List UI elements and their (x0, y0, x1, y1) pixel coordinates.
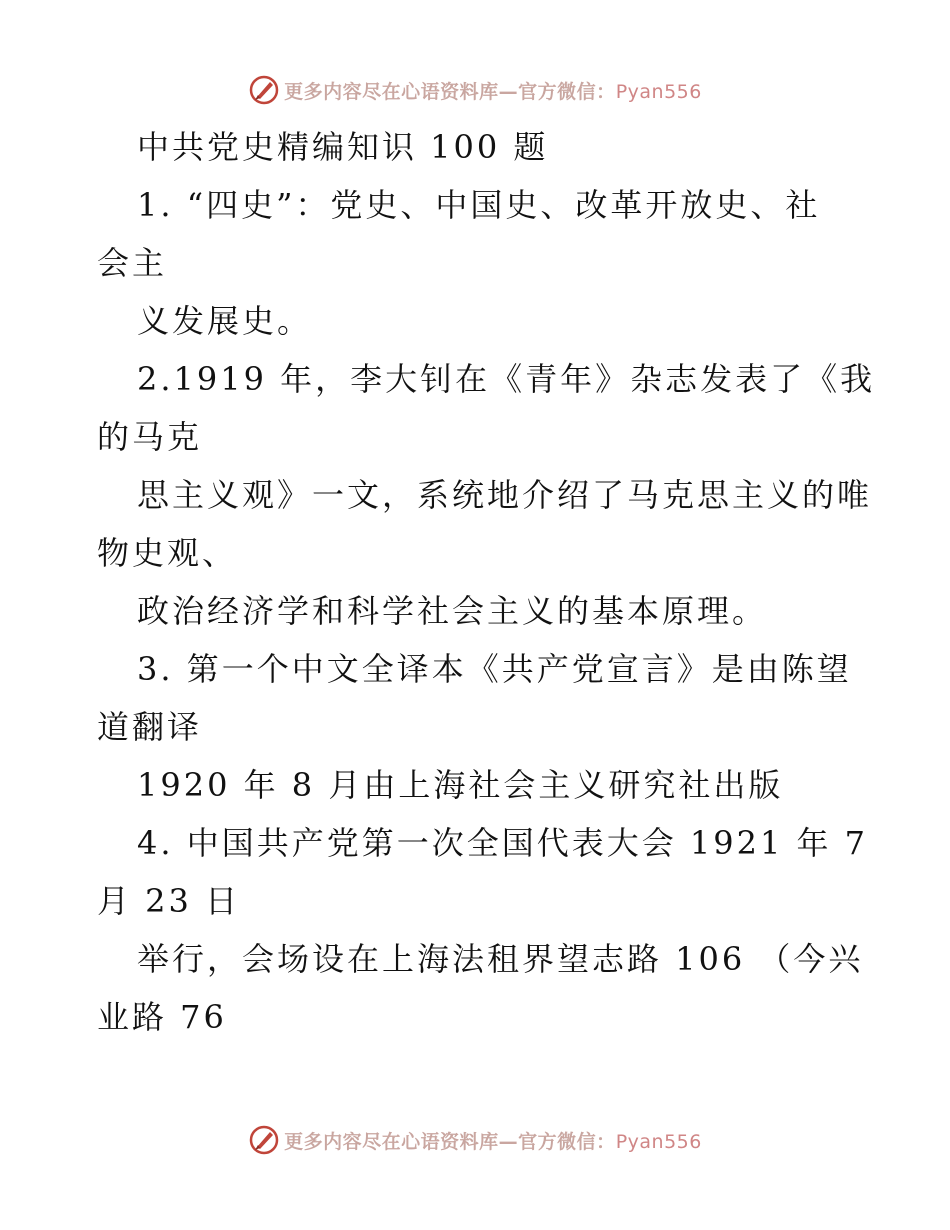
doc-line: 义发展史。 (137, 302, 313, 340)
doc-line: 政治经济学和科学社会主义的基本原理。 (137, 592, 768, 630)
header-watermark (0, 70, 950, 110)
footer-watermark-id: Pyan556 (615, 1130, 702, 1153)
footer-watermark-dash: — (498, 1130, 519, 1153)
doc-line: 思主义观》一文，系统地介绍了马克思主义的唯 (137, 476, 873, 514)
quill-pen-logo-icon (248, 74, 280, 106)
quill-pen-logo-icon (248, 1124, 280, 1156)
doc-line: 3. 第一个中文全译本《共产党宣言》是由陈望 (137, 650, 852, 688)
header-watermark-suffix: 官方微信： (518, 80, 616, 103)
doc-line: 业路 76 (97, 998, 227, 1036)
doc-line: 会主 (97, 244, 168, 282)
doc-line: 道翻译 (97, 708, 203, 746)
doc-title: 中共党史精编知识 100 题 (137, 128, 549, 166)
footer-watermark-main: 更多内容尽在心语资料库 (284, 1130, 499, 1153)
doc-line: 的马克 (97, 418, 203, 456)
document-body (97, 118, 877, 1046)
doc-line: 1920 年 8 月由上海社会主义研究社出版 (137, 766, 784, 804)
doc-line: 月 23 日 (97, 882, 241, 920)
header-watermark-id: Pyan556 (615, 80, 702, 103)
doc-line: 物史观、 (97, 534, 238, 572)
header-watermark-dash: — (498, 80, 519, 103)
footer-watermark-text (284, 1127, 702, 1154)
doc-line: 1. “四史”：党史、中国史、改革开放史、社 (137, 186, 821, 224)
doc-line: 2.1919 年，李大钊在《青年》杂志发表了《我 (137, 360, 876, 398)
doc-line: 4. 中国共产党第一次全国代表大会 1921 年 7 (137, 824, 869, 862)
footer-watermark (0, 1120, 950, 1160)
doc-line: 举行，会场设在上海法租界望志路 106 （今兴 (137, 940, 864, 978)
header-watermark-main: 更多内容尽在心语资料库 (284, 80, 499, 103)
footer-watermark-suffix: 官方微信： (518, 1130, 616, 1153)
header-watermark-text (284, 77, 702, 104)
